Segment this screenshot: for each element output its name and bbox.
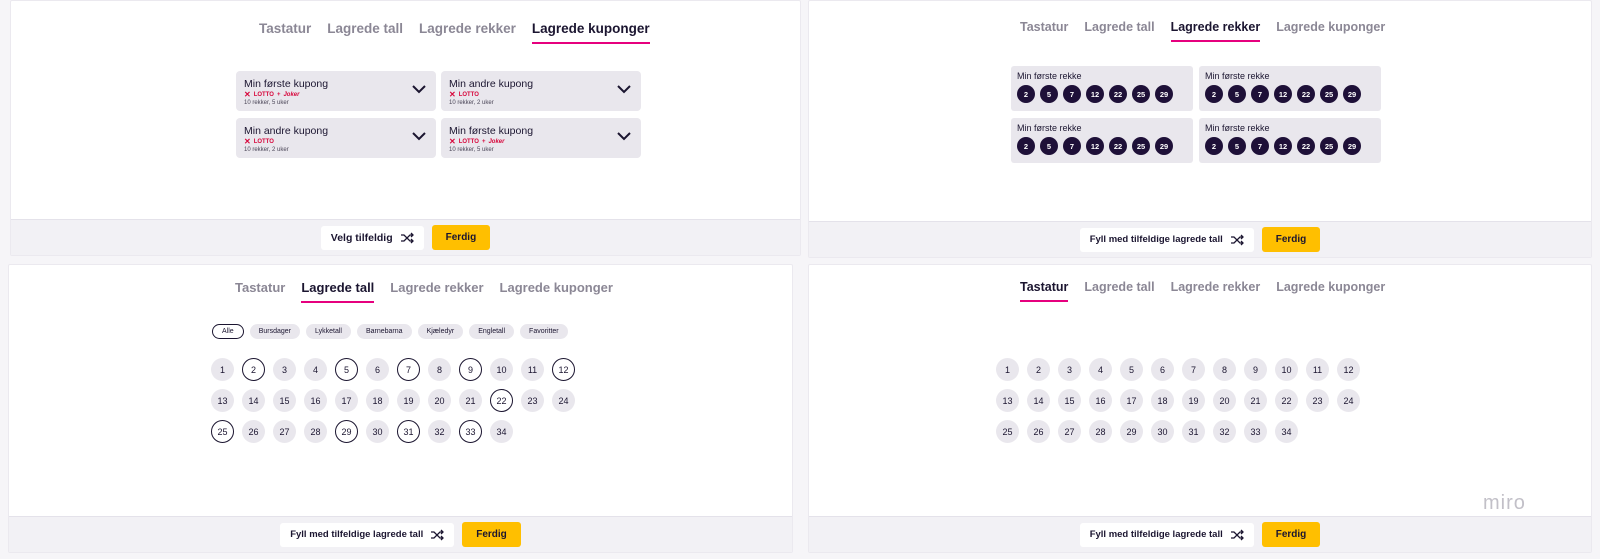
number-ball: 7: [1063, 137, 1081, 155]
number-button[interactable]: 26: [1027, 420, 1050, 443]
action-bar: [809, 221, 1591, 257]
lotto-logo: ✕ LOTTO + Joker: [449, 137, 505, 146]
number-button[interactable]: 3: [273, 358, 296, 381]
number-button[interactable]: 10: [490, 358, 513, 381]
random-fill-button[interactable]: [1080, 228, 1254, 252]
row-numbers: [1017, 85, 1187, 103]
filter-chip[interactable]: Barnebarna: [357, 324, 412, 339]
tab-bar: [235, 280, 629, 303]
number-button[interactable]: 27: [273, 420, 296, 443]
number-ball: 7: [1063, 85, 1081, 103]
tab-saved-numbers[interactable]: Lagrede tall: [1084, 280, 1155, 294]
number-ball: 22: [1297, 85, 1315, 103]
random-fill-button[interactable]: [1080, 523, 1254, 547]
random-fill-label: Fyll med tilfeldige lagrede tall: [1089, 529, 1223, 540]
number-ball: 5: [1040, 137, 1058, 155]
number-button[interactable]: 19: [397, 389, 420, 412]
number-button[interactable]: 1: [211, 358, 234, 381]
chevron-down-icon[interactable]: [617, 84, 631, 94]
shuffle-icon: [400, 232, 414, 244]
number-ball: 2: [1017, 137, 1035, 155]
action-bar: [11, 219, 800, 255]
number-ball: 7: [1251, 85, 1269, 103]
number-ball: 22: [1109, 85, 1127, 103]
filter-chips: [212, 324, 568, 339]
tab-saved-coupons[interactable]: Lagrede kuponger: [532, 21, 650, 44]
shuffle-icon: [430, 529, 444, 541]
number-button[interactable]: 26: [242, 420, 265, 443]
number-button[interactable]: 22: [1275, 389, 1298, 412]
number-button[interactable]: 34: [1275, 420, 1298, 443]
tab-keypad[interactable]: Tastatur: [235, 280, 286, 295]
filter-chip[interactable]: Favoritter: [520, 324, 568, 339]
number-ball: 12: [1086, 137, 1104, 155]
tab-saved-rows[interactable]: Lagrede rekker: [1171, 20, 1261, 42]
number-ball: 29: [1155, 137, 1173, 155]
filter-chip[interactable]: Engletall: [469, 324, 514, 339]
rows-panel: [808, 0, 1592, 258]
coupon-title: Min første kupong: [449, 125, 534, 137]
coupon-title: Min første kupong: [244, 78, 329, 90]
tab-saved-rows[interactable]: Lagrede rekker: [390, 280, 484, 295]
number-button[interactable]: 10: [1275, 358, 1298, 381]
random-fill-label: Fyll med tilfeldige lagrede tall: [290, 529, 424, 540]
number-ball: 12: [1274, 137, 1292, 155]
row-title: Min første rekke: [1017, 123, 1082, 133]
lotto-logo: ✕ LOTTO: [244, 137, 274, 146]
number-button[interactable]: 18: [366, 389, 389, 412]
number-button[interactable]: 13: [211, 389, 234, 412]
number-button[interactable]: 4: [1089, 358, 1112, 381]
number-button[interactable]: 15: [1058, 389, 1081, 412]
number-button[interactable]: 5: [335, 358, 358, 381]
coupon-card[interactable]: [236, 71, 436, 111]
number-button[interactable]: 18: [1151, 389, 1174, 412]
coupon-meta: 10 rekker, 5 uker: [244, 100, 289, 106]
number-ball: 12: [1086, 85, 1104, 103]
number-button[interactable]: 28: [304, 420, 327, 443]
row-title: Min første rekke: [1205, 71, 1270, 81]
number-ball: 12: [1274, 85, 1292, 103]
number-button[interactable]: 30: [1151, 420, 1174, 443]
random-pick-label: Velg tilfeldig: [330, 231, 393, 244]
tab-bar: [1020, 280, 1401, 302]
chevron-down-icon[interactable]: [617, 131, 631, 141]
number-button[interactable]: 1: [996, 358, 1019, 381]
filter-chip[interactable]: Alle: [212, 324, 244, 339]
number-grid: [211, 358, 575, 443]
number-ball: 2: [1205, 137, 1223, 155]
number-button[interactable]: 11: [1306, 358, 1329, 381]
number-button[interactable]: 24: [552, 389, 575, 412]
number-ball: 29: [1343, 85, 1361, 103]
number-button[interactable]: 6: [1151, 358, 1174, 381]
number-button[interactable]: 30: [366, 420, 389, 443]
number-grid: [996, 358, 1360, 443]
joker-logo: Joker: [283, 92, 300, 98]
number-button[interactable]: 21: [459, 389, 482, 412]
row-title: Min første rekke: [1017, 71, 1082, 81]
random-fill-button[interactable]: [280, 523, 454, 547]
tab-saved-rows[interactable]: Lagrede rekker: [419, 21, 516, 36]
action-bar: [9, 516, 792, 552]
number-button[interactable]: 33: [1244, 420, 1267, 443]
number-button[interactable]: 11: [521, 358, 544, 381]
number-button[interactable]: 13: [996, 389, 1019, 412]
coupon-title: Min andre kupong: [244, 125, 329, 137]
tab-keypad[interactable]: Tastatur: [1020, 280, 1068, 302]
row-numbers: [1205, 137, 1375, 155]
tab-bar: [1020, 20, 1401, 42]
number-ball: 25: [1320, 85, 1338, 103]
number-button[interactable]: 22: [490, 389, 513, 412]
number-button[interactable]: 20: [428, 389, 451, 412]
coupons-panel: [10, 0, 801, 256]
number-button[interactable]: 2: [1027, 358, 1050, 381]
lotto-logo: ✕ LOTTO: [449, 90, 479, 99]
number-button[interactable]: 14: [1027, 389, 1050, 412]
saved-row-card[interactable]: [1199, 66, 1381, 111]
number-button[interactable]: 31: [1182, 420, 1205, 443]
number-button[interactable]: 29: [1120, 420, 1143, 443]
number-button[interactable]: 8: [1213, 358, 1236, 381]
number-button[interactable]: 4: [304, 358, 327, 381]
number-button[interactable]: 23: [521, 389, 544, 412]
tab-keypad[interactable]: Tastatur: [259, 21, 312, 36]
coupon-card[interactable]: [441, 118, 641, 158]
number-ball: 25: [1132, 85, 1150, 103]
done-button[interactable]: Ferdig: [1262, 227, 1321, 252]
number-button[interactable]: 28: [1089, 420, 1112, 443]
number-ball: 29: [1343, 137, 1361, 155]
coupon-meta: 10 rekker, 2 uker: [244, 147, 289, 153]
lotto-logo: ✕ LOTTO + Joker: [244, 90, 300, 99]
filter-chip[interactable]: Kjæledyr: [418, 324, 464, 339]
number-button[interactable]: 6: [366, 358, 389, 381]
number-ball: 22: [1297, 137, 1315, 155]
number-button[interactable]: 3: [1058, 358, 1081, 381]
tab-bar: [259, 21, 666, 44]
number-button[interactable]: 16: [1089, 389, 1112, 412]
number-button[interactable]: 32: [428, 420, 451, 443]
filter-chip[interactable]: Lykketall: [306, 324, 351, 339]
random-pick-button[interactable]: [321, 226, 424, 250]
miro-watermark: miro: [1483, 492, 1526, 514]
shuffle-icon: [1230, 529, 1244, 541]
number-button[interactable]: 7: [397, 358, 420, 381]
number-ball: 5: [1228, 85, 1246, 103]
number-button[interactable]: 12: [552, 358, 575, 381]
number-ball: 25: [1320, 137, 1338, 155]
saved-row-card[interactable]: [1011, 66, 1193, 111]
shuffle-icon: [1230, 234, 1244, 246]
number-button[interactable]: 2: [242, 358, 265, 381]
number-button[interactable]: 17: [335, 389, 358, 412]
numbers-panel: [8, 264, 793, 553]
row-list: [1011, 66, 1381, 163]
number-button[interactable]: 32: [1213, 420, 1236, 443]
row-numbers: [1205, 85, 1375, 103]
number-ball: 2: [1205, 85, 1223, 103]
random-fill-label: Fyll med tilfeldige lagrede tall: [1089, 234, 1223, 245]
keypad-panel: [808, 264, 1592, 553]
number-button[interactable]: 21: [1244, 389, 1267, 412]
chevron-down-icon[interactable]: [412, 84, 426, 94]
number-button[interactable]: 16: [304, 389, 327, 412]
number-button[interactable]: 9: [459, 358, 482, 381]
done-button[interactable]: Ferdig: [1262, 522, 1321, 547]
done-button[interactable]: Ferdig: [462, 522, 521, 547]
chevron-down-icon[interactable]: [412, 131, 426, 141]
number-button[interactable]: 33: [459, 420, 482, 443]
action-bar: [809, 516, 1591, 552]
coupon-list: [236, 71, 641, 158]
number-ball: 7: [1251, 137, 1269, 155]
number-button[interactable]: 31: [397, 420, 420, 443]
number-ball: 5: [1040, 85, 1058, 103]
tab-saved-coupons[interactable]: Lagrede kuponger: [1276, 280, 1386, 294]
row-numbers: [1017, 137, 1187, 155]
number-ball: 29: [1155, 85, 1173, 103]
saved-row-card[interactable]: [1011, 118, 1193, 163]
number-button[interactable]: 14: [242, 389, 265, 412]
number-ball: 25: [1132, 137, 1150, 155]
coupon-meta: 10 rekker, 5 uker: [449, 147, 494, 153]
coupon-card[interactable]: [236, 118, 436, 158]
number-button[interactable]: 9: [1244, 358, 1267, 381]
coupon-card[interactable]: [441, 71, 641, 111]
joker-logo: Joker: [488, 139, 505, 145]
number-button[interactable]: 25: [996, 420, 1019, 443]
tab-saved-rows[interactable]: Lagrede rekker: [1170, 280, 1261, 294]
tab-saved-coupons[interactable]: Lagrede kuponger: [1276, 20, 1386, 34]
coupon-meta: 10 rekker, 2 uker: [449, 100, 494, 106]
number-button[interactable]: 24: [1337, 389, 1360, 412]
row-title: Min første rekke: [1205, 123, 1270, 133]
number-ball: 5: [1228, 137, 1246, 155]
number-button[interactable]: 8: [428, 358, 451, 381]
tab-saved-numbers[interactable]: Lagrede tall: [1084, 20, 1155, 34]
number-button[interactable]: 23: [1306, 389, 1329, 412]
number-button[interactable]: 25: [211, 420, 234, 443]
number-button[interactable]: 20: [1213, 389, 1236, 412]
number-button[interactable]: 12: [1337, 358, 1360, 381]
number-button[interactable]: 15: [273, 389, 296, 412]
number-button[interactable]: 19: [1182, 389, 1205, 412]
filter-chip[interactable]: Bursdager: [250, 324, 300, 339]
tab-saved-numbers[interactable]: Lagrede tall: [301, 280, 374, 303]
tab-saved-numbers[interactable]: Lagrede tall: [327, 21, 404, 36]
number-button[interactable]: 17: [1120, 389, 1143, 412]
number-button[interactable]: 34: [490, 420, 513, 443]
tab-saved-coupons[interactable]: Lagrede kuponger: [499, 280, 613, 295]
done-button[interactable]: Ferdig: [432, 225, 491, 250]
coupon-title: Min andre kupong: [449, 78, 534, 90]
number-button[interactable]: 27: [1058, 420, 1081, 443]
number-button[interactable]: 5: [1120, 358, 1143, 381]
saved-row-card[interactable]: [1199, 118, 1381, 163]
tab-keypad[interactable]: Tastatur: [1020, 20, 1069, 34]
number-button[interactable]: 29: [335, 420, 358, 443]
number-ball: 2: [1017, 85, 1035, 103]
number-button[interactable]: 7: [1182, 358, 1205, 381]
number-ball: 22: [1109, 137, 1127, 155]
